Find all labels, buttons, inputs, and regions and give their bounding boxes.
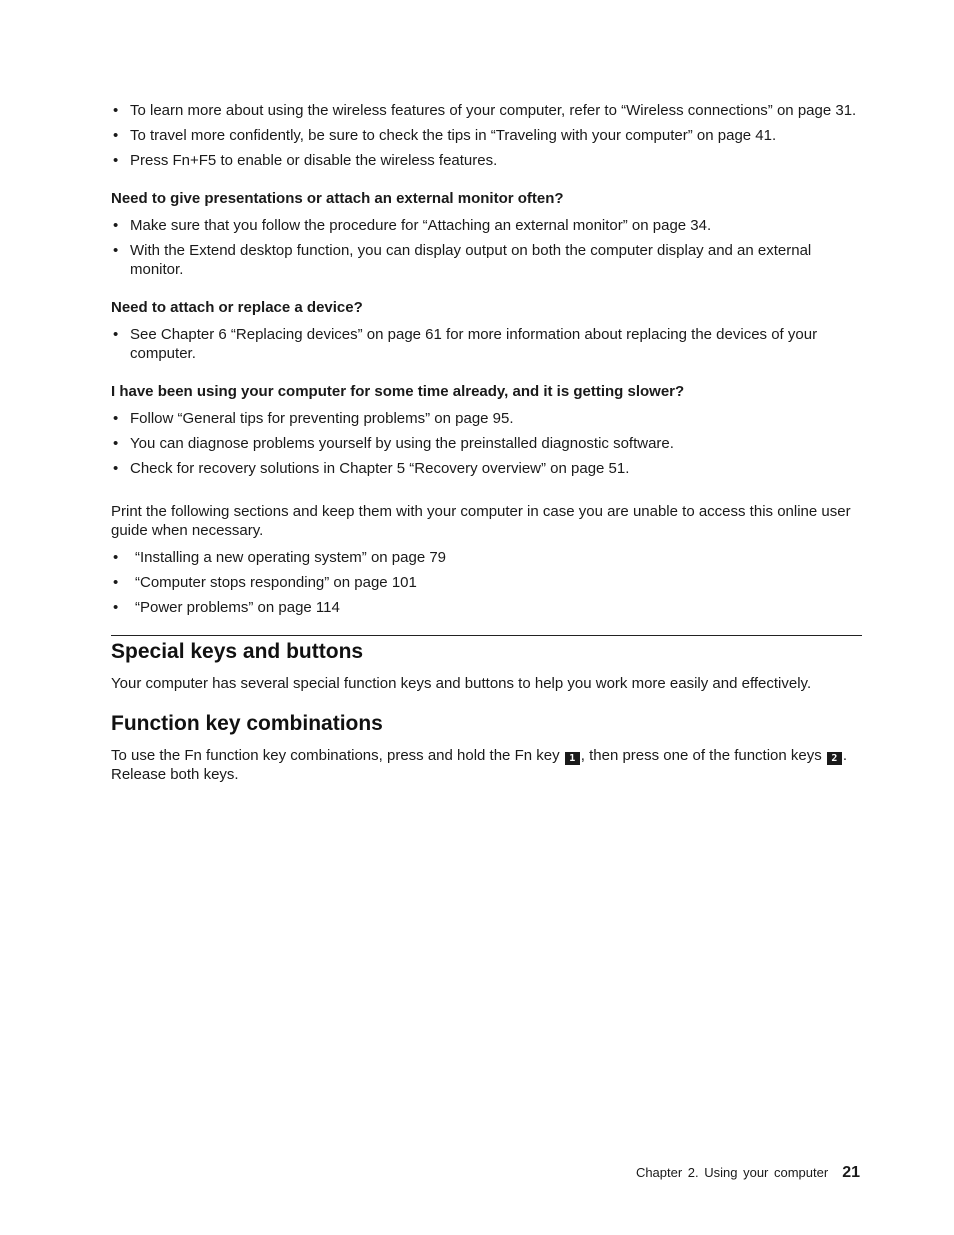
list-item: • You can diagnose problems yourself by using the preinstalled diagnostic software. (113, 435, 674, 452)
list-item: • To learn more about using the wireless features of your computer, refer to “Wireless connections” on page 31. (113, 102, 857, 119)
bullet-dot: • (113, 242, 119, 259)
slower-bullet-list (111, 409, 862, 478)
function-keys-text: To use the Fn function key combinations, press and hold the Fn key 1 , then press one of the function keys 2 . Release both keys. (111, 747, 848, 783)
bullet-dot: • (113, 326, 119, 343)
slower-heading: I have been using your computer for some time already, and it is getting slower? (111, 383, 685, 400)
bullet-dot: • (113, 574, 119, 591)
page-footer (636, 1164, 860, 1182)
bullet-dot: • (113, 549, 119, 566)
bullet-dot: • (113, 127, 119, 144)
list-item: • Press Fn+F5 to enable or disable the wireless features. (113, 152, 498, 169)
special-keys-text: Your computer has several special function keys and buttons to help you work more easily and effectively. (111, 675, 812, 692)
list-item: • To travel more confidently, be sure to check the tips in “Traveling with your computer” on page 41. (113, 127, 777, 144)
list-item: • See Chapter 6 “Replacing devices” on page 61 for more information about replacing the devices of your computer. (113, 326, 818, 362)
list-item: • “Computer stops responding” on page 101 (113, 574, 417, 591)
presentations-bullet-list (111, 216, 862, 279)
bullet-dot: • (113, 217, 119, 234)
function-keys-title: Function key combinations (111, 712, 383, 735)
print-paragraph: Print the following sections and keep them with your computer in case you are unable to access this online user guide when necessary. (111, 503, 851, 539)
bullet-dot: • (113, 599, 119, 616)
list-item: • Make sure that you follow the procedure for “Attaching an external monitor” on page 34. (113, 217, 712, 234)
callout-badge-1: 1 (565, 752, 580, 765)
intro-bullet-list (111, 101, 862, 170)
bullet-dot: • (113, 410, 119, 427)
special-keys-title: Special keys and buttons (111, 640, 364, 663)
page-number: 21 (842, 1164, 860, 1181)
bullet-dot: • (113, 152, 119, 169)
attach-device-bullet-list (111, 325, 862, 363)
list-item: • Check for recovery solutions in Chapter 5 “Recovery overview” on page 51. (113, 460, 630, 477)
list-item: • “Installing a new operating system” on page 79 (113, 549, 447, 566)
list-item: • “Power problems” on page 114 (113, 599, 340, 616)
attach-device-heading: Need to attach or replace a device? (111, 299, 363, 316)
callout-badge-2: 2 (827, 752, 842, 765)
bullet-dot: • (113, 102, 119, 119)
bullet-dot: • (113, 435, 119, 452)
presentations-heading: Need to give presentations or attach an external monitor often? (111, 190, 564, 207)
list-item: • Follow “General tips for preventing problems” on page 95. (113, 410, 514, 427)
footer-chapter: Chapter 2. Using your computer (635, 1165, 829, 1180)
print-bullet-list (111, 548, 862, 617)
page-content (111, 101, 862, 784)
list-item: • With the Extend desktop function, you can display output on both the computer display and an external monitor. (113, 242, 812, 278)
bullet-dot: • (113, 460, 119, 477)
section-divider (111, 635, 862, 636)
